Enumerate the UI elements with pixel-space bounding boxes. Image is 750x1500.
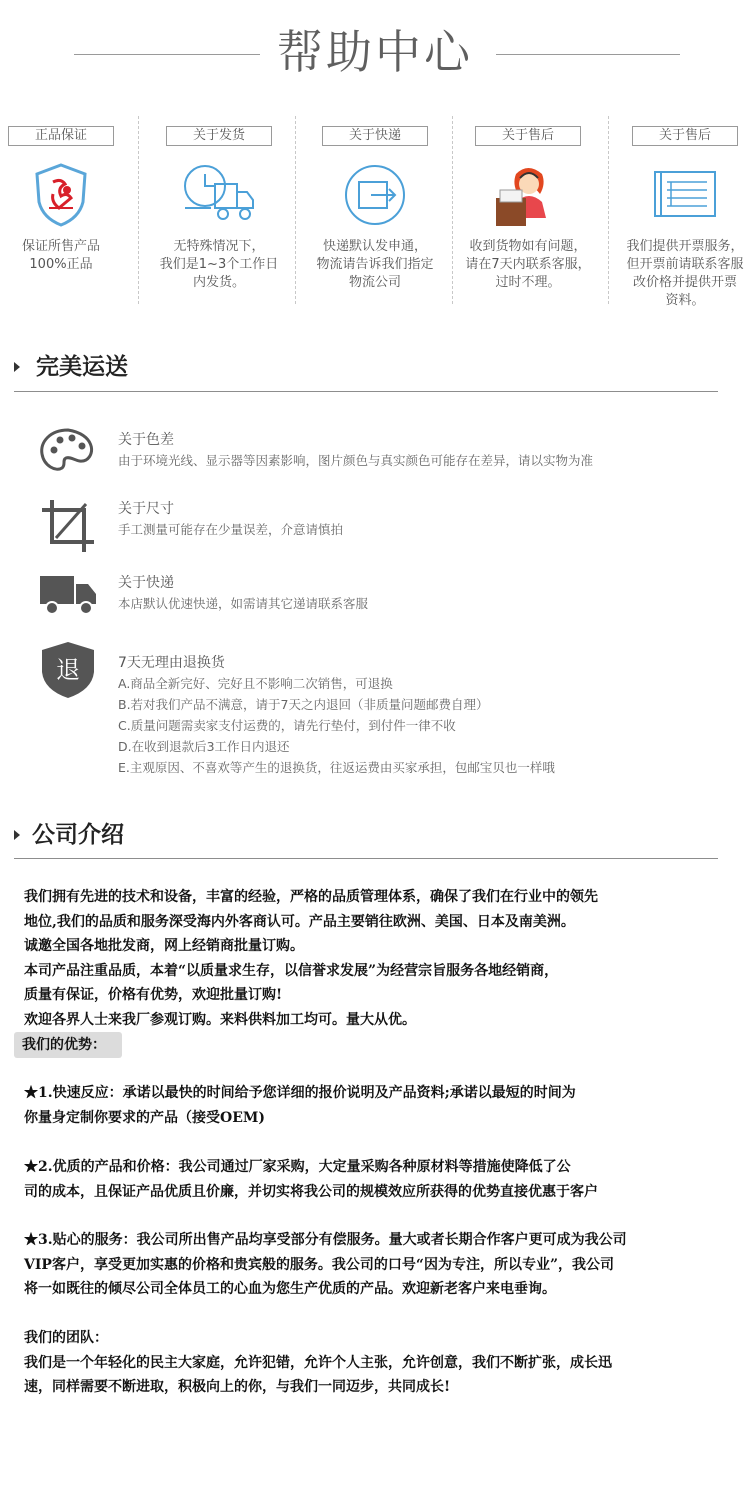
service-desc: 快递默认发申通， 物流请告诉我们指定 物流公司 [316, 239, 434, 290]
svg-text:退: 退 [56, 656, 80, 684]
shield-logo-icon [23, 162, 99, 228]
return-shield-icon [38, 640, 98, 700]
company-paragraph: 我们拥有先进的技术和设备，丰富的经验，严格的品质管理体系，确保了我们在行业中的领先 地位,我们的品质和服务深受海内外客商认可。产品主要销往欧洲、美国、日本及南美洲。 诚邀全国各地批发商，网上经销商批量订购。 本司产品注重品质，本着“以质量求生存，以信誉求发展”为经营宗旨服务各地经销商， 质量有保证，价格有优势，欢迎批量订购! 欢迎各界人士来我厂参观订购。来料供料加工均可。量大从优。 [24, 889, 598, 1028]
column-divider [138, 116, 139, 304]
advantages-label: 我们的优势： [14, 1032, 122, 1058]
truck-icon [38, 564, 98, 624]
clock-truck-icon [181, 162, 257, 228]
item-title: 关于尺寸 [118, 501, 174, 517]
invoice-document-icon [647, 162, 723, 228]
service-desc: 我们提供开票服务， 但开票前请联系客服 改价格并提供开票 资料。 [626, 239, 744, 308]
item-title: 7天无理由退换货 [118, 655, 225, 671]
page-title: 帮助中心 [277, 25, 473, 79]
item-title: 关于快递 [118, 575, 174, 591]
section-divider [14, 858, 718, 859]
service-desc: 收到货物如有问题， 请在7天内联系客服， 过时不理。 [465, 239, 591, 290]
team-section: 我们的团队： 我们是一个年轻化的民主大家庭，允许犯错，允许个人主张，允许创意，我们不断扩张，成长迅 速，同样需要不断进取，积极向上的你，与我们一同迈步，共同成长! [24, 1330, 612, 1395]
service-quality [0, 118, 136, 308]
service-invoice [610, 118, 750, 308]
service-after-sales [453, 118, 603, 308]
advantage-2: ★2.优质的产品和价格：我公司通过厂家采购，大定量采购各种原材料等措施使降低了公 司的成本，且保证产品优质且价廉，并切实将我公司的规模效应所获得的优势直接优惠于客户 [24, 1159, 598, 1200]
advantage-1: ★1.快速反应：承诺以最快的时间给予您详细的报价说明及产品资料;承诺以最短的时间为 你量身定制你要求的产品（接受OEM) [24, 1085, 576, 1126]
service-express [300, 118, 450, 308]
service-label: 关于发货 [166, 126, 272, 146]
item-desc: 由于环境光线、显示器等因素影响，图片颜色与真实颜色可能存在差异，请以实物为准 [118, 453, 594, 468]
section-arrow-icon [14, 362, 20, 372]
item-desc: 本店默认优速快递，如需请其它递请联系客服 [118, 596, 369, 611]
column-divider [295, 116, 296, 304]
service-desc: 无特殊情况下， 我们是1~3个工作日 内发货。 [159, 239, 279, 290]
box-arrow-icon [337, 162, 413, 228]
item-desc: 手工测量可能存在少量误差，介意请慎拍 [118, 522, 344, 537]
service-label: 关于快递 [322, 126, 428, 146]
service-label: 正品保证 [8, 126, 114, 146]
item-title: 关于色差 [118, 432, 174, 448]
service-label: 关于售后 [475, 126, 581, 146]
section-title: 公司介绍 [32, 822, 124, 848]
column-divider [608, 116, 609, 304]
customer-service-icon [490, 162, 566, 228]
service-label: 关于售后 [632, 126, 738, 146]
section-divider [14, 391, 718, 392]
item-desc: A.商品全新完好、完好且不影响二次销售，可退换 B.若对我们产品不满意，请于7天之内退回（非质量问题邮费自理） C.质量问题需卖家支付运费的，请先行垫付，到付件一律不收 D.在收到退款后3工作日内退还 E.主观原因、不喜欢等产生的退换货，往返运费由买家承担，包邮宝贝也一样哦 [118, 676, 555, 775]
section-arrow-icon [14, 830, 20, 840]
advantage-3: ★3.贴心的服务：我公司所出售产品均享受部分有偿服务。量大或者长期合作客户更可成为我公司 VIP客户，享受更加实惠的价格和贵宾般的服务。我公司的口号“因为专注，所以专业”，我公司 将一如既往的倾尽公司全体员工的心血为您生产优质的产品。欢迎新老客户来电垂询。 [24, 1232, 627, 1297]
service-shipping [144, 118, 294, 308]
section-title: 完美运送 [36, 354, 128, 380]
palette-icon [38, 422, 98, 482]
crop-icon [38, 496, 98, 556]
service-desc: 保证所售产品 100%正品 [21, 239, 100, 272]
